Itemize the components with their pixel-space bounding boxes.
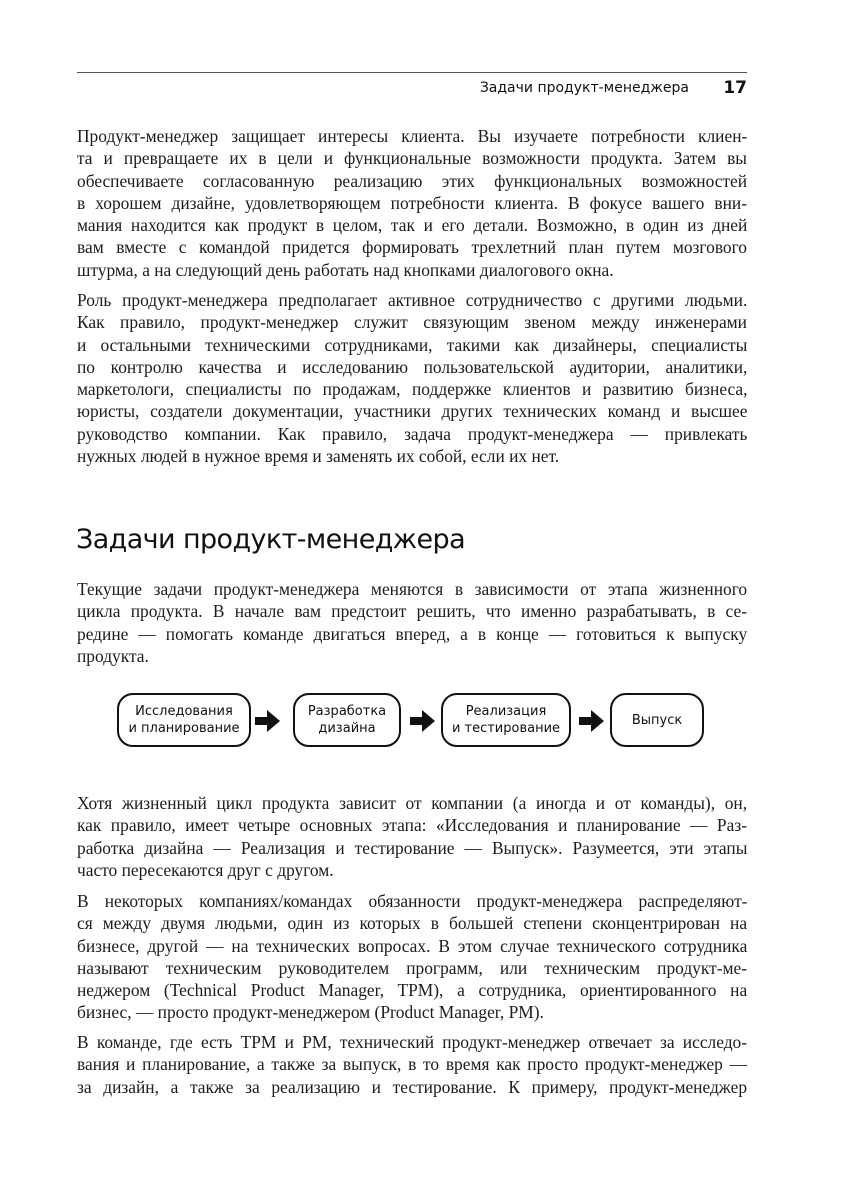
text-line: штурма, а на следующий день работать над кнопками диалогового окна.	[77, 259, 614, 280]
text-line: Хотя жизненный цикл продукта зависит от компании (а иногда и от команды), он,	[77, 793, 748, 813]
text-line: часто пересекаются друг с другом.	[77, 859, 334, 880]
stage-label-line: Выпуск	[631, 712, 683, 728]
text-line: и остальными техническими сотрудниками, такими как дизайнеры, специалисты	[77, 334, 748, 355]
stage-label-line: Исследования	[135, 704, 233, 719]
running-head: Задачи продукт-менеджера	[479, 80, 689, 96]
text-line: цикла продукта. В начале вам предстоит решить, что именно разрабатывать, в се-	[77, 601, 747, 622]
text-line: за дизайн, а также за реализацию и тестирование. К примеру, продукт-менеджер	[77, 1076, 748, 1097]
text-line: по контролю качества и исследованию пользовательской аудитории, аналитики,	[77, 356, 748, 377]
paragraph-tpm-pm-responsibilities	[77, 1031, 747, 1098]
text-line: работка дизайна — Реализация и тестирование — Выпуск». Разумеется, эти этапы	[77, 837, 748, 858]
text-line: бизнесе, другой — на технических вопросах. В этом случае технического сотрудника	[77, 935, 748, 956]
text-line: Как правило, продукт-менеджер служит связующим звеном между инженерами	[77, 312, 747, 333]
text-line: Текущие задачи продукт-менеджера меняются в зависимости от этапа жизненного	[77, 579, 748, 599]
stage-label-line: и планирование	[128, 721, 240, 736]
text-line: бизнес, — просто продукт-менеджером (Product Manager, PM).	[77, 1002, 544, 1023]
text-line: В команде, где есть TPM и PM, технический продукт-менеджер отвечает за исследо-	[77, 1032, 748, 1052]
right-arrow-icon	[579, 709, 605, 733]
right-arrow-icon	[410, 709, 436, 733]
paragraph-tpm-pm-split	[77, 890, 747, 1024]
stage-label-line: Реализация	[465, 704, 547, 719]
stage-label-line: Разработка	[307, 704, 387, 719]
text-line: редине — помогать команде двигаться вперед, а в конце — готовиться к выпуску	[77, 623, 748, 644]
paragraph-section-intro	[77, 578, 747, 667]
text-line: та и превращаете их в цели и функциональные возможности продукта. Затем вы	[77, 148, 747, 169]
paragraph-pm-protects-client	[77, 125, 747, 281]
text-line: вания и планирование, а также за выпуск, в то время как просто продукт-менеджер —	[77, 1054, 747, 1075]
paragraph-lifecycle-stages	[77, 792, 747, 881]
stage-label-line: дизайна	[318, 721, 376, 736]
stage-design	[293, 693, 401, 747]
section-heading: Задачи продукт-менеджера	[76, 524, 466, 555]
text-line: юристы, создатели документации, участники других технических команд и высшее	[77, 401, 748, 422]
text-line: ся между двумя людьми, один из которых в большей степени сконцентрирован на	[77, 913, 748, 934]
stage-release	[610, 693, 704, 747]
stage-implementation-testing	[441, 693, 571, 747]
product-lifecycle-diagram	[117, 693, 707, 751]
text-line: неджером (Technical Product Manager, TPM), а сотрудника, ориентированного на	[77, 980, 748, 1001]
stage-label-line: и тестирование	[451, 721, 561, 736]
stage-research-planning	[117, 693, 251, 747]
text-line: продукта.	[77, 645, 149, 666]
right-arrow-icon	[255, 709, 281, 733]
text-line: Роль продукт-менеджера предполагает активное сотрудничество с другими людьми.	[77, 290, 748, 310]
text-line: обеспечиваете согласованную реализацию этих функциональных возможностей	[77, 170, 748, 191]
page-number: 17	[723, 78, 747, 98]
text-line: руководство компании. Как правило, задача продукт-менеджера — привлекать	[77, 423, 748, 444]
text-line: маркетологи, специалисты по продажам, поддержке клиентов и развитию бизнеса,	[77, 379, 748, 400]
paragraph-pm-role-collaboration	[77, 289, 747, 467]
header-rule	[77, 72, 747, 73]
text-line: Продукт-менеджер защищает интересы клиента. Вы изучаете потребности клиен-	[77, 126, 748, 146]
text-line: вам вместе с командой придется формировать трехлетний план путем мозгового	[77, 237, 747, 258]
text-line: нужных людей в нужное время и заменять их собой, если их нет.	[77, 446, 560, 467]
text-line: называют техническим руководителем программ, или техническим продукт-ме-	[77, 957, 747, 978]
text-line: в хорошем дизайне, удовлетворяющем потребности клиента. В фокусе вашего вни-	[77, 192, 747, 213]
text-line: мания находится как продукт в целом, так и его детали. Возможно, в один из дней	[77, 215, 748, 236]
text-line: В некоторых компаниях/командах обязанности продукт-менеджера распределяют-	[77, 891, 748, 911]
text-line: как правило, имеет четыре основных этапа: «Исследования и планирование — Раз-	[77, 815, 747, 836]
